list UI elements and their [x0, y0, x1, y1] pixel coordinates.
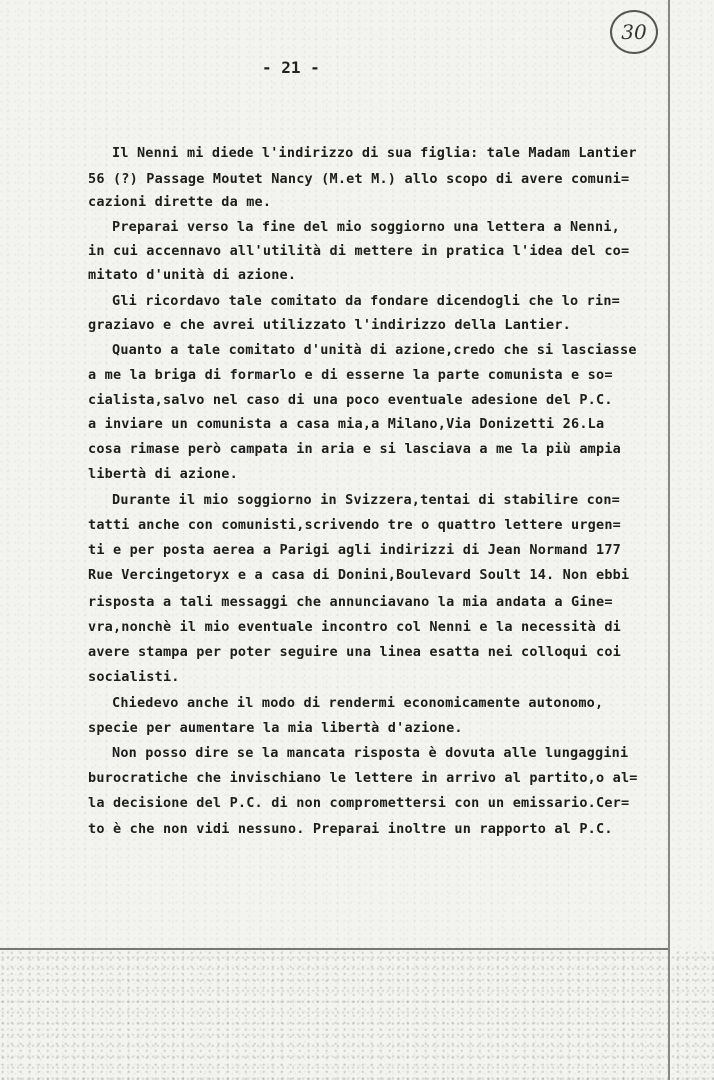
text-line-20: vra,nonchè il mio eventuale incontro col Nenni e la necessità di — [88, 619, 621, 635]
text-line-23: Chiedevo anche il modo di rendermi economicamente autonomo, — [112, 695, 604, 711]
text-line-19: risposta a tali messaggi che annunciavano la mia andata a Gine= — [88, 594, 613, 610]
text-line-12: a inviare un comunista a casa mia,a Milano,Via Donizetti 26.La — [88, 416, 605, 432]
text-line-17: ti e per posta aerea a Parigi agli indirizzi di Jean Normand 177 — [88, 542, 621, 558]
text-line-1: Il Nenni mi diede l'indirizzo di sua figlia: tale Madam Lantier — [112, 145, 637, 161]
text-line-25: Non posso dire se la mancata risposta è dovuta alle lungaggini — [112, 745, 629, 761]
text-line-28: to è che non vidi nessuno. Preparai inoltre un rapporto al P.C. — [88, 821, 613, 837]
text-line-14: libertà di azione. — [88, 466, 238, 482]
text-line-11: cialista,salvo nel caso di una poco eventuale adesione del P.C. — [88, 392, 613, 408]
text-line-18: Rue Vercingetoryx e a casa di Donini,Boulevard Soult 14. Non ebbi — [88, 567, 630, 583]
text-line-8: graziavo e che avrei utilizzato l'indirizzo della Lantier. — [88, 317, 572, 333]
text-line-24: specie per aumentare la mia libertà d'azione. — [88, 720, 463, 736]
text-line-6: mitato d'unità di azione. — [88, 267, 297, 283]
folio-number-stamp: 30 — [610, 10, 658, 54]
text-line-21: avere stampa per poter seguire una linea esatta nei colloqui coi — [88, 644, 621, 660]
text-line-16: tatti anche con comunisti,scrivendo tre o quattro lettere urgen= — [88, 517, 621, 533]
text-line-26: burocratiche che invischiano le lettere in arrivo al partito,o al= — [88, 770, 638, 786]
text-line-9: Quanto a tale comitato d'unità di azione,credo che si lasciasse — [112, 342, 637, 358]
text-line-2: 56 (?) Passage Moutet Nancy (M.et M.) allo scopo di avere comuni= — [88, 171, 630, 187]
text-line-27: la decisione del P.C. di non compromettersi con un emissario.Cer= — [88, 795, 630, 811]
text-line-5: in cui accennavo all'utilità di mettere in pratica l'idea del co= — [88, 243, 630, 259]
scan-noise — [0, 950, 714, 1080]
sheet-right-edge — [668, 0, 670, 1080]
text-line-13: cosa rimase però campata in aria e si lasciava a me la più ampia — [88, 441, 621, 457]
sheet-bottom-edge — [0, 948, 670, 950]
text-line-15: Durante il mio soggiorno in Svizzera,tentai di stabilire con= — [112, 492, 620, 508]
text-line-22: socialisti. — [88, 669, 180, 685]
page-number: - 21 - — [262, 58, 320, 77]
text-line-7: Gli ricordavo tale comitato da fondare dicendogli che lo rin= — [112, 293, 620, 309]
text-line-10: a me la briga di formarlo e di esserne la parte comunista e so= — [88, 367, 613, 383]
text-line-3: cazioni dirette da me. — [88, 194, 272, 210]
text-line-4: Preparai verso la fine del mio soggiorno una lettera a Nenni, — [112, 219, 620, 235]
